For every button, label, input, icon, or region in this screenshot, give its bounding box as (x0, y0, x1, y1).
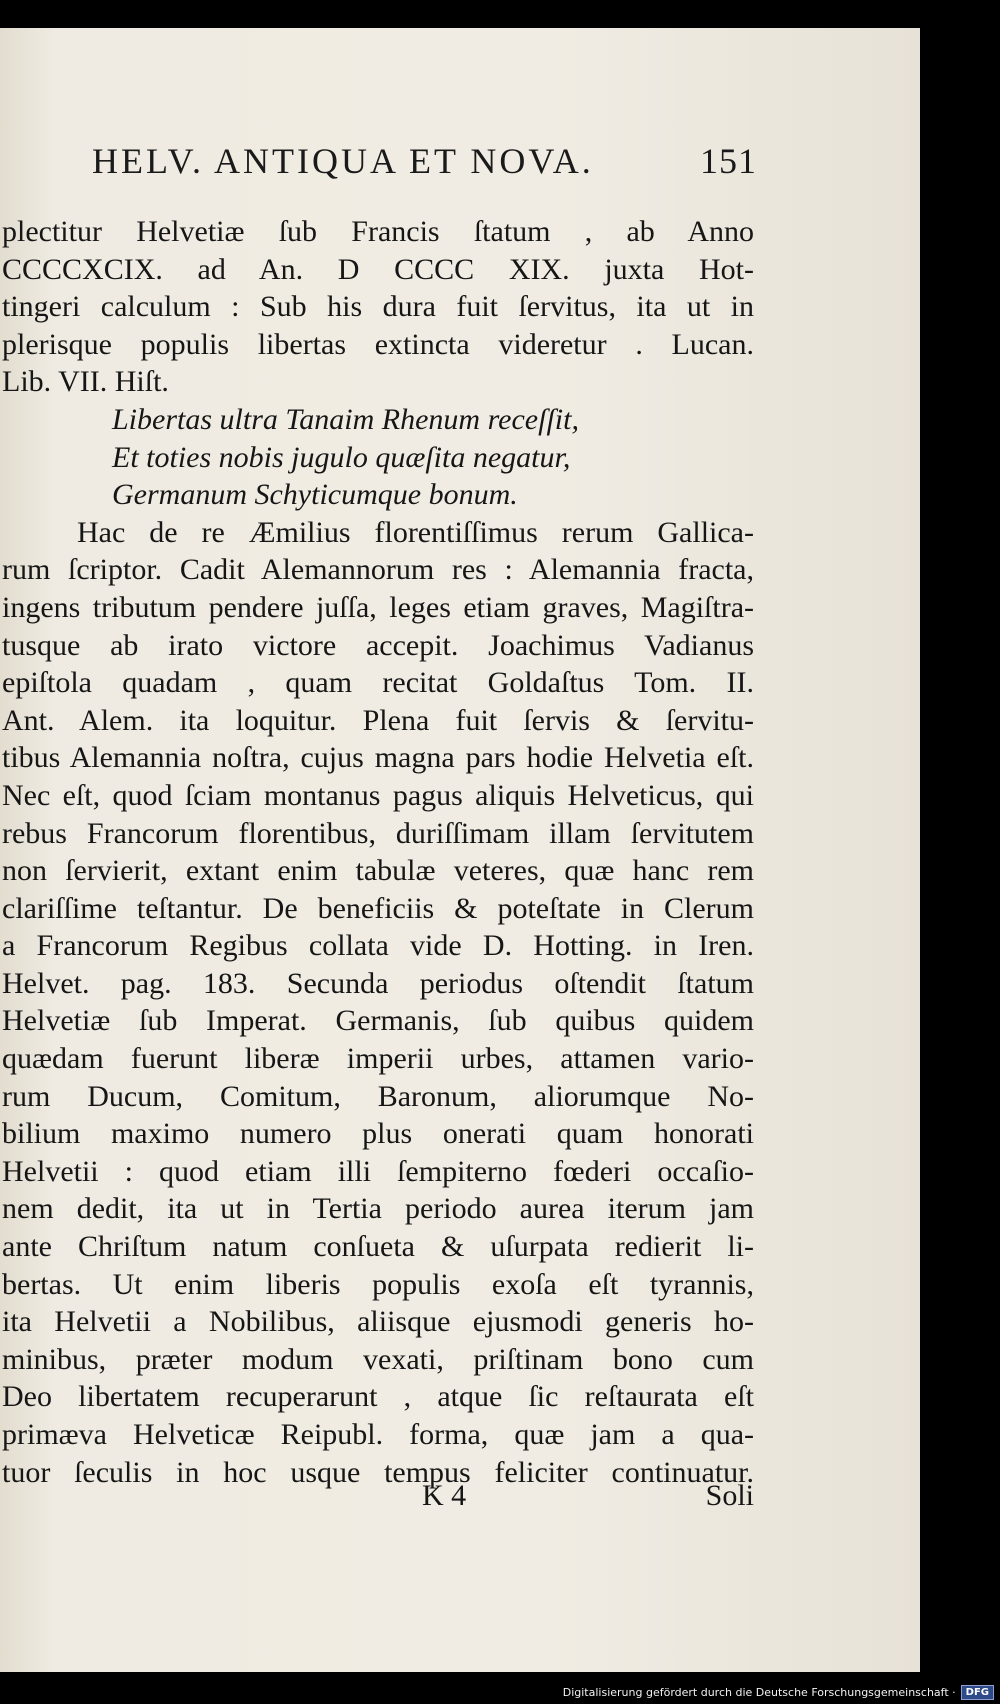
text-line: ita Helvetii a Nobilibus, aliisque ejusmodi generis ho- (2, 1305, 754, 1339)
text-line: rum Ducum, Comitum, Baronum, aliorumque No- (2, 1079, 754, 1113)
text-line: bilium maximo numero plus onerati quam honorati (2, 1117, 754, 1151)
text-line: Lib. VII. Hiſt. (2, 365, 169, 399)
text-line: plerisque populis libertas extincta videretur . Lucan. (2, 327, 754, 361)
signature-mark: K 4 (422, 1479, 467, 1512)
text-line: rum ſcriptor. Cadit Alemannorum res : Alemannia fracta, (2, 553, 754, 587)
text-line: non ſervierit, extant enim tabulæ veteres, quæ hanc rem (2, 854, 754, 888)
text-line: tingeri calculum : Sub his dura fuit ſervitus, ita ut in (2, 290, 754, 324)
credit-text: Digitalisierung gefördert durch die Deutsche Forschungsgemeinschaft · (562, 1686, 956, 1699)
text-line: Hac de re Æmilius florentiſſimus rerum Gallica- (77, 515, 754, 549)
text-line: quædam fuerunt liberæ imperii urbes, attamen vario- (2, 1042, 754, 1076)
text-line: Helvet. pag. 183. Secunda periodus oſtendit ſtatum (2, 966, 754, 1000)
text-line: a Francorum Regibus collata vide D. Hotting. in Iren. (2, 929, 754, 963)
text-line: tibus Alemannia noſtra, cujus magna pars hodie Helvetia eſt. (2, 741, 754, 775)
text-line: tuor ſeculis in hoc usque tempus feliciter continuatur. (2, 1455, 754, 1489)
running-title: HELV. ANTIQUA ET NOVA. (92, 141, 594, 181)
verse-line: Et toties nobis jugulo quæſita negatur, (112, 440, 571, 474)
catchline (2, 1479, 754, 1519)
body-text (2, 213, 754, 1491)
page-header (92, 140, 757, 182)
page-number: 151 (700, 141, 757, 181)
dfg-logo: DFG (961, 1685, 994, 1700)
text-line: epiſtola quadam , quam recitat Goldaſtus Tom. II. (2, 666, 754, 700)
text-line: Ant. Alem. ita loquitur. Plena fuit ſervis & ſervitu- (2, 703, 754, 737)
text-line: CCCCXCIX. ad An. D CCCC XIX. juxta Hot- (2, 252, 754, 286)
text-line: Nec eſt, quod ſciam montanus pagus aliquis Helveticus, qui (2, 778, 754, 812)
text-line: Deo libertatem recuperarunt , atque ſic reſtaurata eſt (2, 1380, 754, 1414)
text-line: minibus, præter modum vexati, priſtinam bono cum (2, 1342, 754, 1376)
verse-line: Libertas ultra Tanaim Rhenum receſſit, (112, 402, 579, 436)
text-line: primæva Helveticæ Reipubl. forma, quæ jam a qua- (2, 1418, 754, 1451)
text-line: bertas. Ut enim liberis populis exoſa eſt tyrannis, (2, 1267, 754, 1301)
digitization-credit (563, 1685, 994, 1700)
text-line: rebus Francorum florentibus, duriſſimam illam ſervitutem (2, 816, 754, 850)
text-line: Helvetii : quod etiam illi ſempiterno fœderi occaſio- (2, 1154, 754, 1188)
text-line: Helvetiæ ſub Imperat. Germanis, ſub quibus quidem (2, 1004, 754, 1038)
text-line: ante Chriſtum natum conſueta & uſurpata redierit li- (2, 1230, 754, 1264)
text-line: clariſſime teſtantur. De beneficiis & poteſtate in Clerum (2, 891, 754, 925)
text-line: tusque ab irato victore accepit. Joachimus Vadianus (2, 628, 754, 662)
text-line: nem dedit, ita ut in Tertia periodo aurea iterum jam (2, 1192, 754, 1226)
verse-line: Germanum Schyticumque bonum. (112, 478, 518, 512)
text-line: ingens tributum pendere juſſa, leges etiam graves, Magiſtra- (2, 590, 754, 624)
book-page (0, 28, 920, 1672)
text-line: plectitur Helvetiæ ſub Francis ſtatum , ab Anno (2, 215, 754, 248)
catchword: Soli (705, 1479, 754, 1512)
